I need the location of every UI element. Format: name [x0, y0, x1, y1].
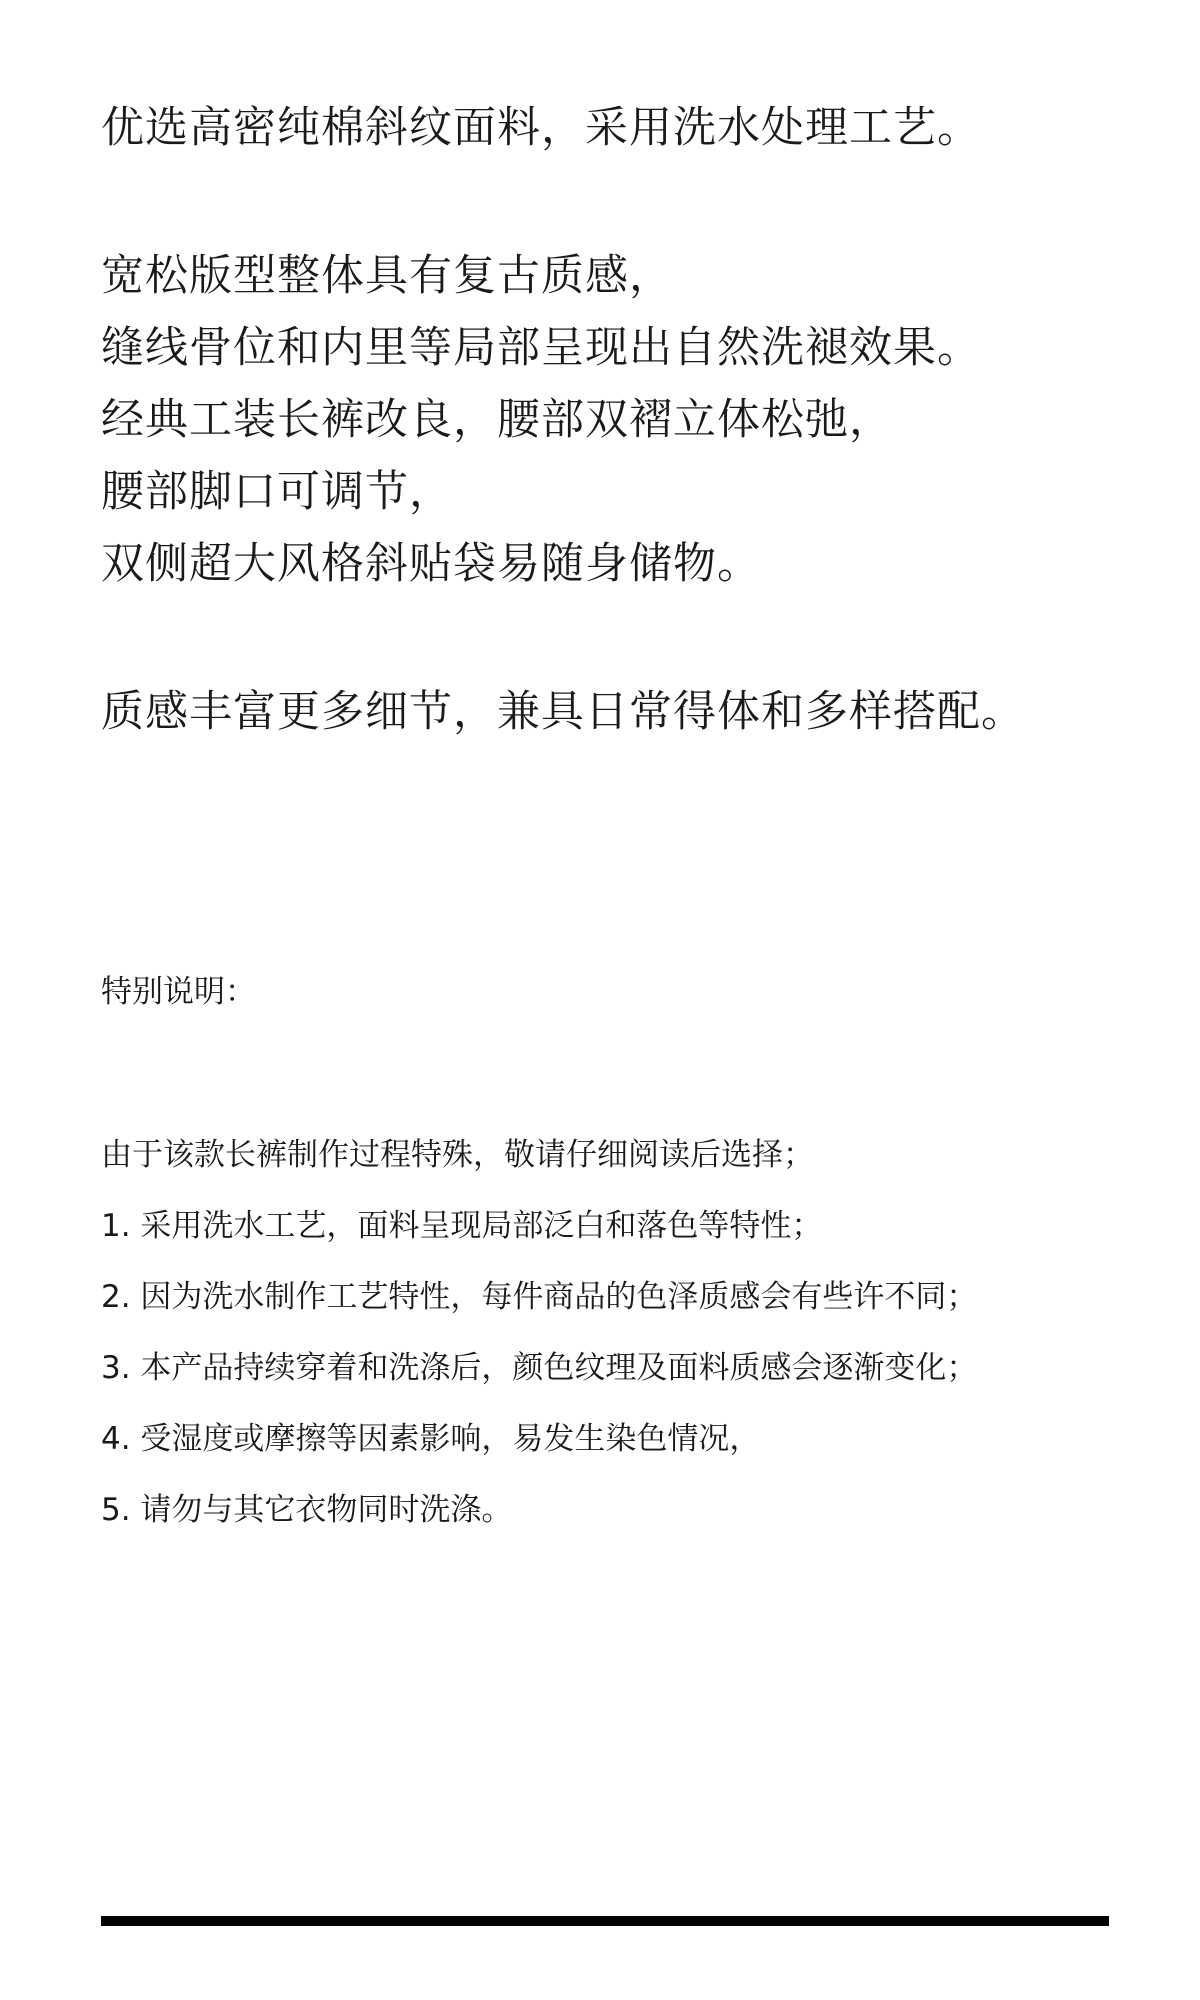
description-line: 缝线骨位和内里等局部呈现出自然洗褪效果。 [101, 323, 981, 373]
description-line: 双侧超大风格斜贴袋易随身储物。 [101, 539, 761, 589]
paragraph-spacer [101, 600, 1161, 676]
description-line: 经典工装长裤改良，腰部双褶立体松弛， [101, 395, 893, 445]
notice-line: 3. 本产品持续穿着和洗涤后，颜色纹理及面料质感会逐渐变化； [101, 1350, 978, 1386]
notice-line: 由于该款长裤制作过程特殊，敬请仔细阅读后选择； [101, 1137, 814, 1173]
notice-line: 2. 因为洗水制作工艺特性，每件商品的色泽质感会有些许不同； [101, 1279, 978, 1315]
description-line: 优选高密纯棉斜纹面料，采用洗水处理工艺。 [101, 103, 981, 153]
notice-line: 1. 采用洗水工艺，面料呈现局部泛白和落色等特性； [101, 1208, 823, 1244]
description-line: 宽松版型整体具有复古质感， [101, 251, 673, 301]
description-line: 腰部脚口可调节， [101, 467, 453, 517]
notice-list [101, 1120, 1161, 1546]
bottom-divider [101, 1916, 1109, 1926]
paragraph-spacer [101, 164, 1161, 240]
notice-line: 4. 受湿度或摩擦等因素影响，易发生染色情况， [101, 1421, 761, 1457]
product-description [101, 92, 1161, 748]
notice-title: 特别说明： [101, 974, 256, 1010]
notice-line: 5. 请勿与其它衣物同时洗涤。 [101, 1492, 513, 1528]
description-line: 质感丰富更多细节，兼具日常得体和多样搭配。 [101, 687, 1025, 737]
